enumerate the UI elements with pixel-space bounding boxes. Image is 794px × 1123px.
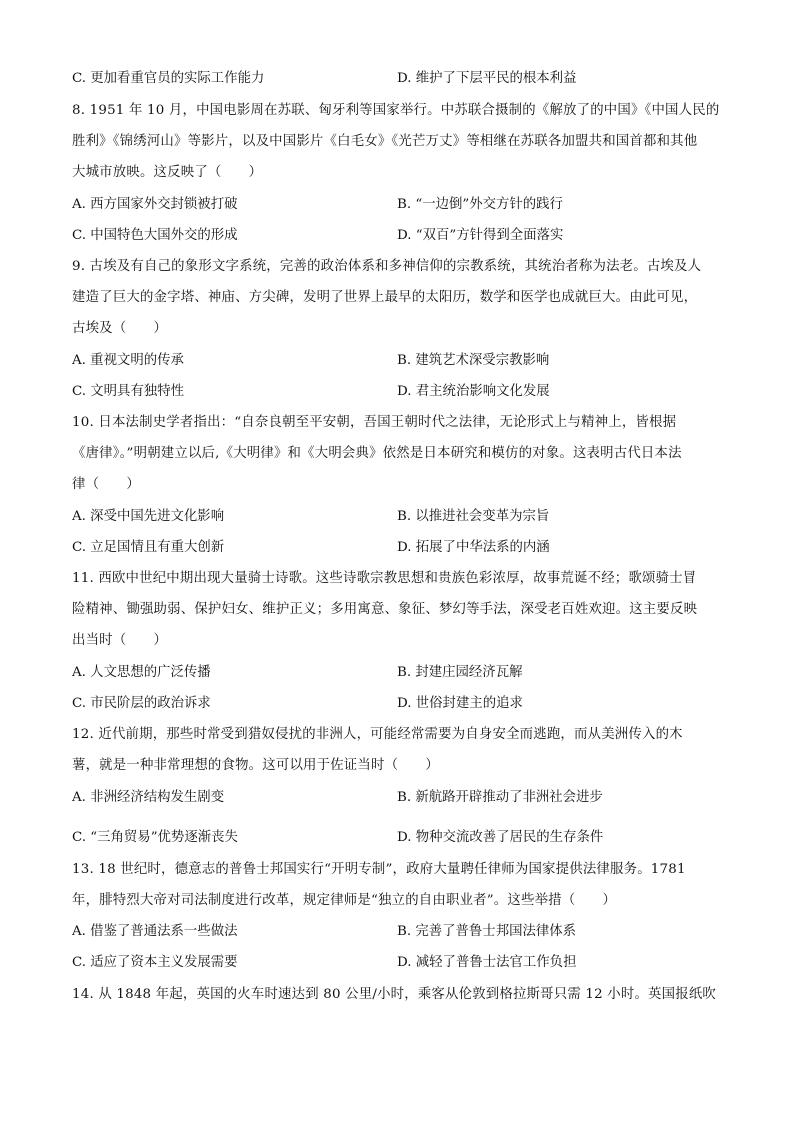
option-b: B. “一边倒”外交方针的践行	[397, 197, 563, 212]
option-a: A. 重视文明的传承	[72, 353, 184, 368]
option-c: C. 中国特色大国外交的形成	[72, 228, 238, 243]
question-stem-line: 险精神、锄强助弱、保护妇女、维护正义；多用寓意、象征、梦幻等手法，深受老百姓欢迎。这主要反映	[72, 602, 698, 617]
option-a: A. 借鉴了普通法系一些做法	[72, 924, 238, 939]
question-stem-line: 律（ ）	[72, 477, 140, 492]
question-stem-line: 11. 西欧中世纪中期出现大量骑士诗歌。这些诗歌宗教思想和贵族色彩浓厚，故事荒诞不经；歌颂骑士冒	[72, 571, 697, 586]
question-stem-line: 大城市放映。这反映了（ ）	[72, 165, 263, 180]
question-stem-line: 年，腓特烈大帝对司法制度进行改革，规定律师是“独立的自由职业者”。这些举措（ ）	[72, 893, 617, 908]
question-stem-line: 《唐律》。”明朝建立以后,《大明律》和《大明会典》依然是日本研究和模仿的对象。这表明古代日本法	[72, 446, 682, 461]
question-stem-line: 胜利》《锦绣河山》等影片，以及中国影片《白毛女》《光芒万丈》等相继在苏联各加盟共和国首都和其他	[72, 134, 698, 149]
question-stem-line: 13. 18 世纪时，德意志的普鲁士邦国实行“开明专制”，政府大量聘任律师为国家提供法律服务。1781	[72, 862, 686, 877]
option-d: D. “双百”方针得到全面落实	[397, 228, 564, 243]
q7-option-d: D. 维护了下层平民的根本利益	[397, 71, 577, 86]
option-c: C. 适应了资本主义发展需要	[72, 955, 238, 970]
option-b: B. 建筑艺术深受宗教影响	[397, 353, 550, 368]
option-b: B. 完善了普鲁士邦国法律体系	[397, 924, 577, 939]
question-stem-line: 出当时（ ）	[72, 633, 168, 648]
question-14-stem-line: 14. 从 1848 年起，英国的火车时速达到 80 公里/小时，乘客从伦敦到格拉斯哥只需 12 小时。英国报纸吹	[72, 987, 716, 1002]
option-a: A. 深受中国先进文化影响	[72, 509, 225, 524]
option-a: A. 非洲经济结构发生剧变	[72, 790, 225, 805]
q7-option-c: C. 更加看重官员的实际工作能力	[72, 71, 265, 86]
option-d: D. 世俗封建主的追求	[397, 696, 523, 711]
option-d: D. 拓展了中华法系的内涵	[397, 540, 550, 555]
option-a: A. 西方国家外交封锁被打破	[72, 197, 238, 212]
question-stem-line: 9. 古埃及有自己的象形文字系统，完善的政治体系和多神信仰的宗教系统，其统治者称为法老。古埃及人	[72, 259, 702, 274]
option-b: B. 封建庄园经济瓦解	[397, 665, 523, 680]
option-d: D. 减轻了普鲁士法官工作负担	[397, 955, 577, 970]
question-stem-line: 10. 日本法制史学者指出：“自奈良朝至平安朝，吾国王朝时代之法律，无论形式上与精神上，皆根据	[72, 415, 677, 430]
option-c: C. 文明具有独特性	[72, 384, 185, 399]
option-d: D. 物种交流改善了居民的生存条件	[397, 830, 604, 845]
option-b: B. 以推进社会变革为宗旨	[397, 509, 550, 524]
question-stem-line: 建造了巨大的金字塔、神庙、方尖碑，发明了世界上最早的太阳历，数学和医学也成就巨大。由此可见，	[72, 290, 698, 305]
question-stem-line: 8. 1951 年 10 月，中国电影周在苏联、匈牙利等国家举行。中苏联合摄制的《解放了的中国》《中国人民的	[72, 103, 720, 118]
question-stem-line: 薯，就是一种非常理想的食物。这可以用于佐证当时（ ）	[72, 758, 439, 773]
option-b: B. 新航路开辟推动了非洲社会进步	[397, 790, 603, 805]
option-d: D. 君主统治影响文化发展	[397, 384, 550, 399]
question-stem-line: 12. 近代前期，那些时常受到猎奴侵扰的非洲人，可能经常需要为自身安全而逃跑，而从美洲传入的木	[72, 727, 683, 742]
option-c: C. “三角贸易”优势逐渐丧失	[72, 830, 238, 845]
option-a: A. 人文思想的广泛传播	[72, 665, 211, 680]
option-c: C. 市民阶层的政治诉求	[72, 696, 211, 711]
question-stem-line: 古埃及（ ）	[72, 321, 168, 336]
option-c: C. 立足国情且有重大创新	[72, 540, 225, 555]
